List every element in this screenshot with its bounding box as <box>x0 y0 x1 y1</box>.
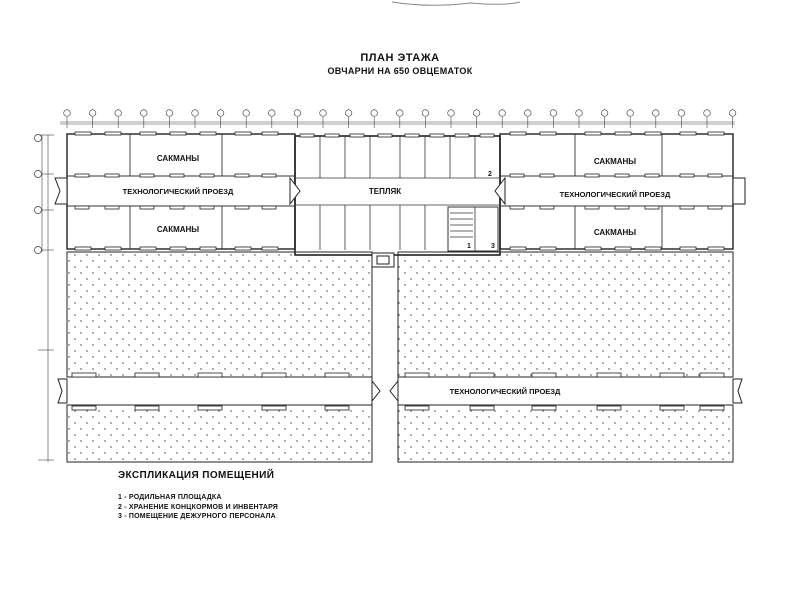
room-number-3: 3 <box>491 243 495 250</box>
feeder-mark <box>470 406 494 410</box>
axis-bubble <box>166 110 173 117</box>
scan-artifact <box>392 2 520 5</box>
outdoor-yards <box>67 252 733 462</box>
window-mark <box>405 134 419 137</box>
label-tech-passage-bottom: ТЕХНОЛОГИЧЕСКИЙ ПРОЕЗД <box>449 387 561 396</box>
window-mark <box>510 247 526 250</box>
feeder-mark <box>135 406 159 410</box>
room-label-sakmany-top-right: САКМАНЫ <box>593 157 637 166</box>
axis-bubble <box>320 110 327 117</box>
room-number-1: 1 <box>467 243 471 250</box>
window-mark <box>262 174 276 177</box>
feeder-mark <box>532 373 556 377</box>
window-mark <box>235 174 249 177</box>
room-number-2: 2 <box>488 171 492 178</box>
feeder-mark <box>700 406 724 410</box>
axis-bubble <box>217 110 224 117</box>
window-mark <box>105 174 119 177</box>
axis-grid-top <box>60 110 736 128</box>
feeder-mark <box>470 373 494 377</box>
window-mark <box>200 132 216 135</box>
window-mark <box>105 206 119 209</box>
legend-title: ЭКСПЛИКАЦИЯ ПОМЕЩЕНИЙ <box>118 470 275 481</box>
window-mark <box>455 134 469 137</box>
window-mark <box>645 132 661 135</box>
window-mark <box>200 206 214 209</box>
window-mark <box>235 247 251 250</box>
row-axis-markers <box>35 135 42 254</box>
axis-bubble <box>422 110 429 117</box>
window-mark <box>170 174 184 177</box>
axis-bubble <box>729 110 736 117</box>
feeder-mark <box>597 406 621 410</box>
legend <box>118 470 278 522</box>
window-mark <box>645 206 659 209</box>
room-label-sakmany-bottom-right: САКМАНЫ <box>593 228 637 237</box>
feeder-mark <box>405 373 429 377</box>
window-mark <box>615 174 629 177</box>
window-mark <box>510 174 524 177</box>
window-mark <box>680 206 694 209</box>
feeder-mark <box>198 373 222 377</box>
plan-title: ПЛАН ЭТАЖА <box>360 52 440 64</box>
axis-bubble <box>294 110 301 117</box>
window-mark <box>680 247 696 250</box>
feeder-mark <box>700 373 724 377</box>
central-walkway <box>372 267 398 462</box>
feeder-mark <box>72 406 96 410</box>
window-mark <box>140 206 154 209</box>
window-mark <box>262 247 278 250</box>
window-mark <box>510 132 526 135</box>
label-tech-passage-right: ТЕХНОЛОГИЧЕСКИЙ ПРОЕЗД <box>559 190 671 199</box>
window-mark <box>708 206 722 209</box>
window-mark <box>708 132 724 135</box>
window-mark <box>585 132 601 135</box>
window-mark <box>585 174 599 177</box>
axis-bubble <box>115 110 122 117</box>
legend-item: 3 - ПОМЕЩЕНИЕ ДЕЖУРНОГО ПЕРСОНАЛА <box>118 513 276 520</box>
window-mark <box>235 206 249 209</box>
window-mark <box>300 134 314 137</box>
room-label-sakmany-bottom-left: САКМАНЫ <box>156 225 200 234</box>
feeder-mark <box>532 406 556 410</box>
window-mark <box>262 132 278 135</box>
window-mark <box>430 134 444 137</box>
window-mark <box>75 174 89 177</box>
window-mark <box>615 206 629 209</box>
window-mark <box>645 174 659 177</box>
axis-bubble <box>601 110 608 117</box>
window-mark <box>140 132 156 135</box>
plan-subtitle: ОВЧАРНИ НА 650 ОВЦЕМАТОК <box>327 66 473 76</box>
window-mark <box>170 206 184 209</box>
window-mark <box>540 206 554 209</box>
feeder-mark <box>135 373 159 377</box>
axis-bubble <box>653 110 660 117</box>
feeder-mark <box>325 373 349 377</box>
axis-bubble <box>473 110 480 117</box>
window-mark <box>585 247 601 250</box>
label-tech-passage-left: ТЕХНОЛОГИЧЕСКИЙ ПРОЕЗД <box>122 187 234 196</box>
window-mark <box>378 134 392 137</box>
axis-bubble <box>141 110 148 117</box>
window-mark <box>140 247 156 250</box>
window-mark <box>680 132 696 135</box>
window-mark <box>708 247 724 250</box>
axis-bubble <box>269 110 276 117</box>
window-mark <box>235 132 251 135</box>
axis-bubble <box>627 110 634 117</box>
axis-bubble <box>550 110 557 117</box>
window-mark <box>645 247 661 250</box>
window-mark <box>105 247 121 250</box>
axis-bubble <box>89 110 96 117</box>
window-mark <box>615 132 631 135</box>
axis-bubble <box>64 110 71 117</box>
window-mark <box>262 206 276 209</box>
feeder-mark <box>72 373 96 377</box>
entrance-vestibule <box>372 253 394 267</box>
label-teplyak: ТЕПЛЯК <box>368 187 402 196</box>
axis-bubble <box>371 110 378 117</box>
feeder-mark <box>597 373 621 377</box>
window-mark <box>75 206 89 209</box>
window-mark <box>325 134 339 137</box>
axis-bubble <box>345 110 352 117</box>
window-mark <box>200 247 216 250</box>
window-mark <box>200 174 214 177</box>
window-mark <box>540 174 554 177</box>
feeder-mark <box>660 373 684 377</box>
axis-bubble <box>243 110 250 117</box>
window-mark <box>75 247 91 250</box>
feeder-mark <box>262 406 286 410</box>
room-label-sakmany-top-left: САКМАНЫ <box>156 154 200 163</box>
axis-bubble <box>192 110 199 117</box>
axis-bubble <box>576 110 583 117</box>
window-mark <box>510 206 524 209</box>
axis-bubble <box>397 110 404 117</box>
legend-item: 1 - РОДИЛЬНАЯ ПЛОЩАДКА <box>118 494 222 501</box>
axis-grid-left <box>38 135 54 462</box>
window-mark <box>680 174 694 177</box>
feeder-mark <box>198 406 222 410</box>
window-mark <box>140 174 154 177</box>
window-mark <box>540 247 556 250</box>
window-mark <box>170 132 186 135</box>
window-mark <box>170 247 186 250</box>
axis-bubble <box>678 110 685 117</box>
axis-bubble <box>704 110 711 117</box>
window-mark <box>350 134 364 137</box>
window-mark <box>75 132 91 135</box>
window-mark <box>585 206 599 209</box>
window-mark <box>540 132 556 135</box>
window-mark <box>105 132 121 135</box>
feeder-mark <box>262 373 286 377</box>
feeder-mark <box>405 406 429 410</box>
feeder-mark <box>325 406 349 410</box>
axis-bubble <box>525 110 532 117</box>
feeder-mark <box>660 406 684 410</box>
bottom-passage-gates <box>58 379 742 403</box>
window-mark <box>615 247 631 250</box>
window-mark <box>708 174 722 177</box>
axis-bubble <box>448 110 455 117</box>
legend-item: 2 - ХРАНЕНИЕ КОНЦКОРМОВ И ИНВЕНТАРЯ <box>118 503 279 511</box>
axis-bubble <box>499 110 506 117</box>
window-mark <box>480 134 494 137</box>
